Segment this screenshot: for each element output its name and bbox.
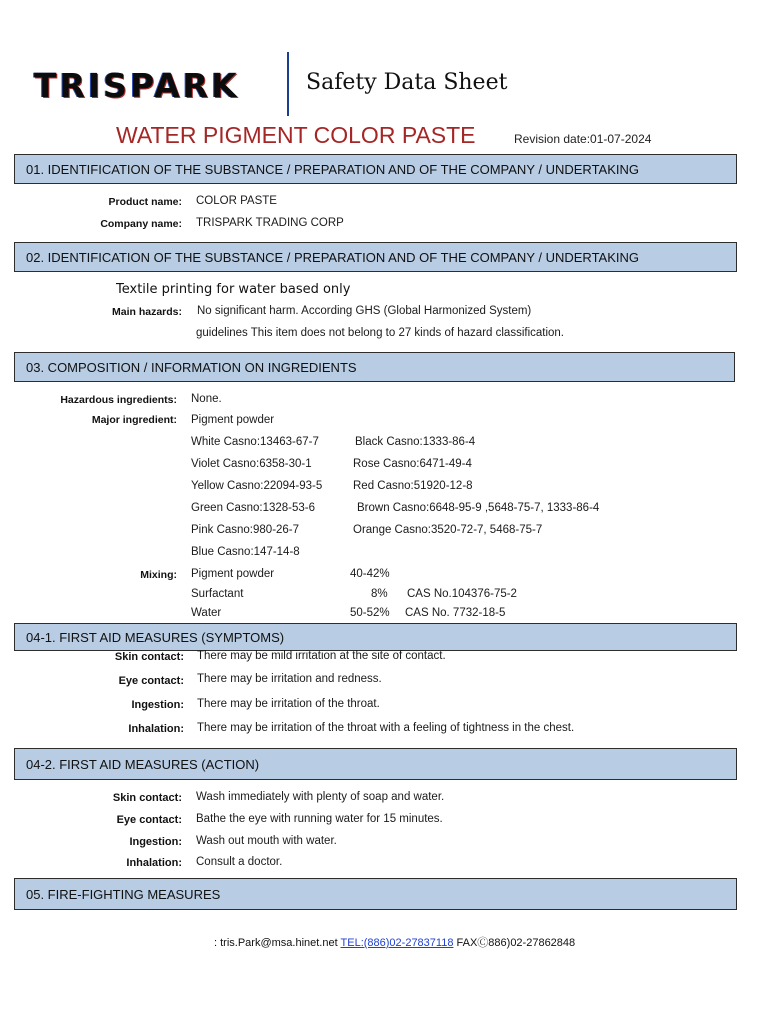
mixing-component: Pigment powder xyxy=(191,568,275,580)
pigment-cas: Yellow Casno:22094-93-5 xyxy=(191,480,323,492)
ingestion-label: Ingestion: xyxy=(131,699,184,711)
mixing-cas: CAS No. 7732-18-5 xyxy=(405,607,506,619)
inhalation-symptom: There may be irritation of the throat with a feeling of tightness in the chest. xyxy=(197,722,575,734)
inhalation-label: Inhalation: xyxy=(126,857,182,869)
contact-footer xyxy=(214,934,575,950)
pigment-cas: Violet Casno:6358-30-1 xyxy=(191,458,312,470)
section-02-heading: 02. IDENTIFICATION OF THE SUBSTANCE / PREPARATION AND OF THE COMPANY / UNDERTAKING xyxy=(14,242,737,272)
inhalation-action: Consult a doctor. xyxy=(196,856,283,868)
mixing-component: Water xyxy=(191,607,222,619)
usage-note: Textile printing for water based only xyxy=(116,282,351,297)
eye-contact-action: Bathe the eye with running water for 15 minutes. xyxy=(196,813,443,825)
section-04-2-heading: 04-2. FIRST AID MEASURES (ACTION) xyxy=(14,748,737,780)
mixing-percentage: 40-42% xyxy=(350,568,390,580)
eye-contact-symptom: There may be irritation and redness. xyxy=(197,673,382,685)
mixing-cas: CAS No.104376-75-2 xyxy=(407,588,517,600)
product-name-value: COLOR PASTE xyxy=(196,195,277,207)
pigment-cas: Black Casno:1333-86-4 xyxy=(355,436,476,448)
skin-contact-symptom: There may be mild irritation at the site of contact. xyxy=(197,650,446,662)
ingestion-label: Ingestion: xyxy=(129,836,182,848)
header-divider xyxy=(287,52,289,116)
skin-contact-action: Wash immediately with plenty of soap and water. xyxy=(196,791,445,803)
revision-date: Revision date:01-07-2024 xyxy=(514,132,652,146)
product-name-label: Product name: xyxy=(108,196,182,208)
mixing-component: Surfactant xyxy=(191,588,244,600)
main-hazards-line-1: No significant harm. According GHS (Global Harmonized System) xyxy=(197,305,532,317)
pigment-cas: Blue Casno:147-14-8 xyxy=(191,546,300,558)
hazardous-ingredients-value: None. xyxy=(191,393,222,405)
major-ingredient-label: Major ingredient: xyxy=(91,414,177,426)
eye-contact-label: Eye contact: xyxy=(116,814,182,826)
pigment-cas: Red Casno:51920-12-8 xyxy=(353,480,473,492)
section-04-1-heading: 04-1. FIRST AID MEASURES (SYMPTOMS) xyxy=(14,623,737,651)
pigment-cas: Pink Casno:980-26-7 xyxy=(191,524,300,536)
section-01-heading: 01. IDENTIFICATION OF THE SUBSTANCE / PREPARATION AND OF THE COMPANY / UNDERTAKING xyxy=(14,154,737,184)
skin-contact-label: Skin contact: xyxy=(114,651,184,663)
pigment-cas: Orange Casno:3520-72-7, 5468-75-7 xyxy=(353,524,543,536)
mixing-percentage: 50-52% xyxy=(350,607,390,619)
ingestion-action: Wash out mouth with water. xyxy=(196,835,337,847)
mixing-label: Mixing: xyxy=(140,569,177,581)
main-hazards-label: Main hazards: xyxy=(111,306,182,318)
fax-number: FAXⒸ886)02-27862848 xyxy=(456,937,576,949)
inhalation-label: Inhalation: xyxy=(128,723,184,735)
eye-contact-label: Eye contact: xyxy=(118,675,184,687)
ingestion-symptom: There may be irritation of the throat. xyxy=(197,698,380,710)
section-05-heading: 05. FIRE-FIGHTING MEASURES xyxy=(14,878,737,910)
pigment-cas: Rose Casno:6471-49-4 xyxy=(353,458,472,470)
hazardous-ingredients-label: Hazardous ingredients: xyxy=(60,394,177,406)
mixing-percentage: 8% xyxy=(371,588,388,600)
company-logo: TRISPARK xyxy=(34,66,240,105)
document-type: Safety Data Sheet xyxy=(306,70,508,95)
pigment-cas: Green Casno:1328-53-6 xyxy=(191,502,316,514)
main-hazards-line-2: guidelines This item does not belong to 27 kinds of hazard classification. xyxy=(196,327,565,339)
major-ingredient-value: Pigment powder xyxy=(191,414,275,426)
company-name-value: TRISPARK TRADING CORP xyxy=(196,217,344,229)
pigment-cas: White Casno:13463-67-7 xyxy=(191,436,319,448)
contact-email: : tris.Park@msa.hinet.net xyxy=(214,937,338,949)
telephone-link[interactable]: TEL:(886)02-27837118 xyxy=(340,937,454,949)
company-name-label: Company name: xyxy=(100,218,182,230)
page-title: WATER PIGMENT COLOR PASTE xyxy=(116,122,476,148)
skin-contact-label: Skin contact: xyxy=(112,792,182,804)
pigment-cas: Brown Casno:6648-95-9 ,5648-75-7, 1333-86-4 xyxy=(357,502,600,514)
section-03-heading: 03. COMPOSITION / INFORMATION ON INGREDIENTS xyxy=(14,352,735,382)
